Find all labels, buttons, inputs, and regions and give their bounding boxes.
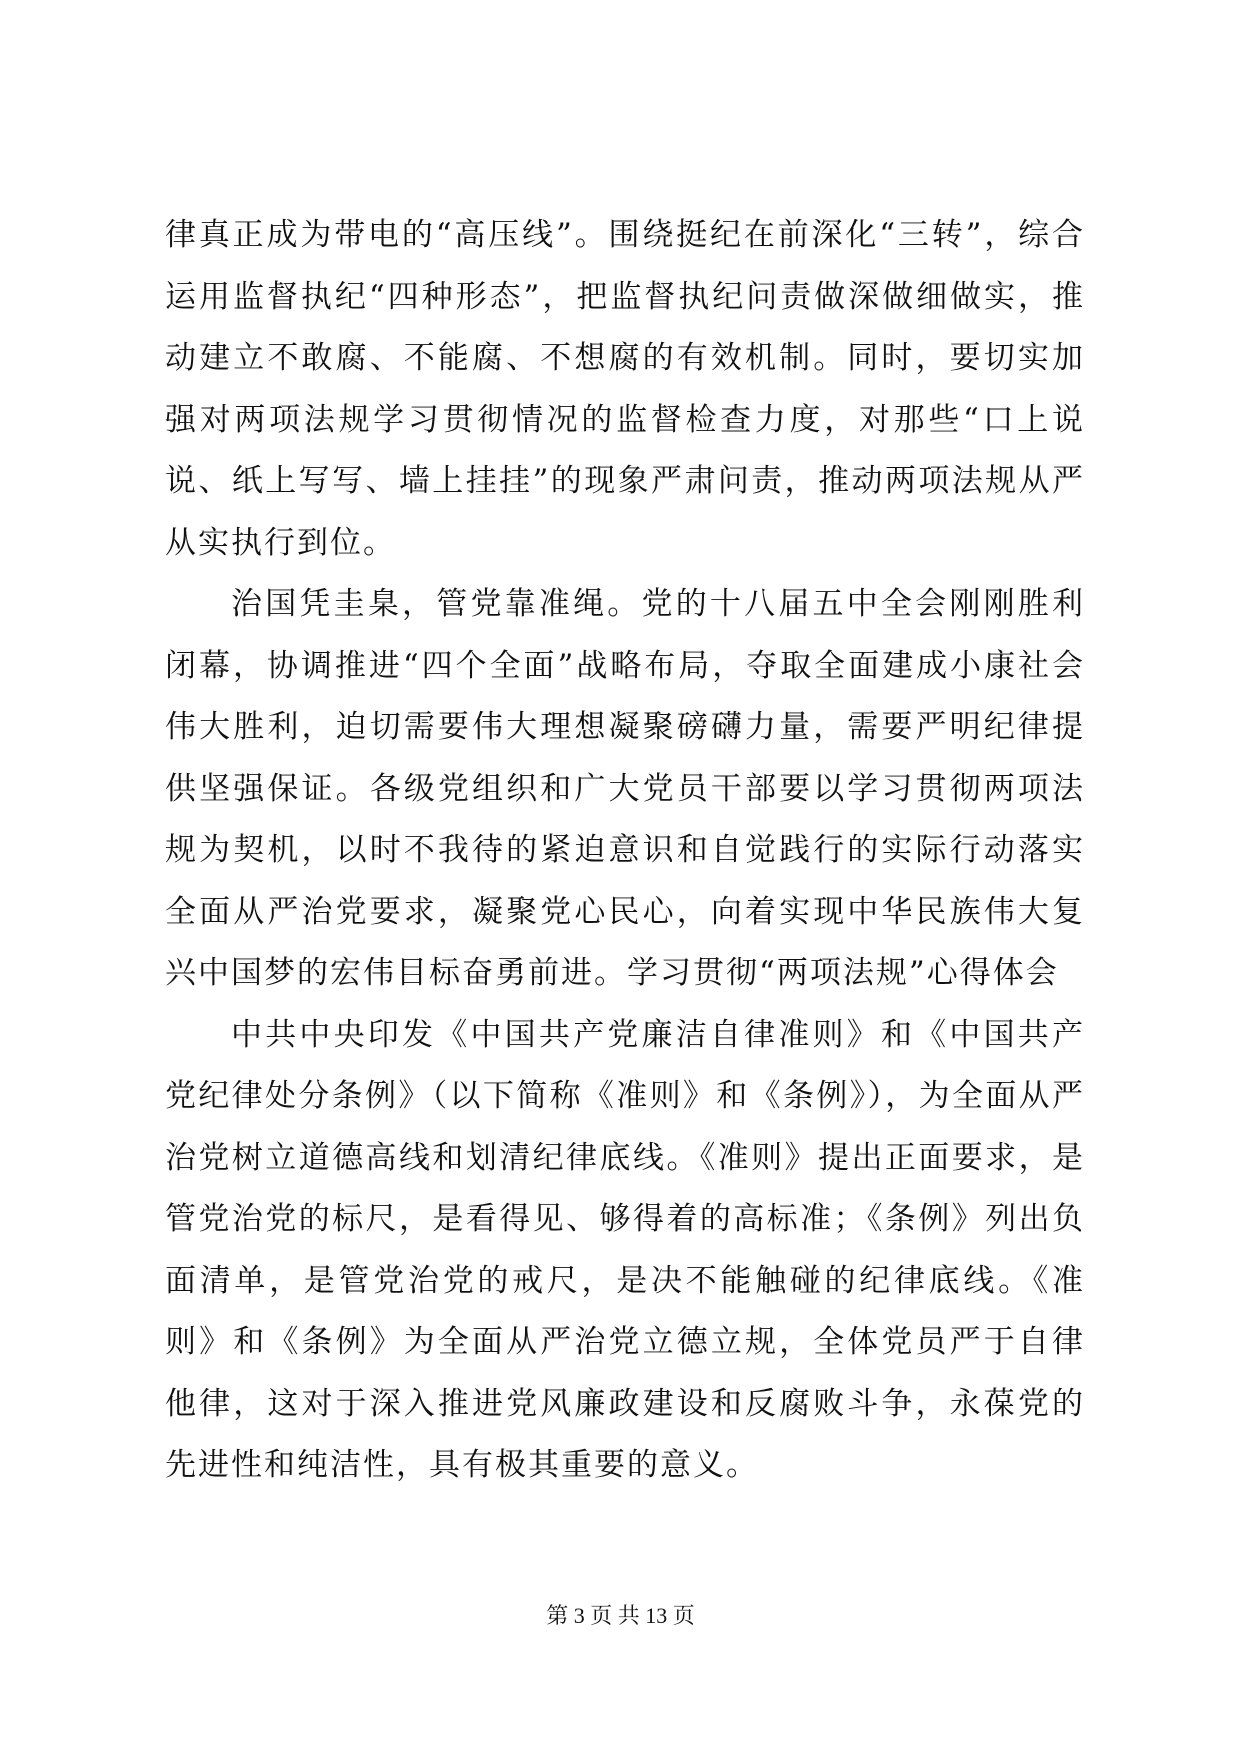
page-number-footer: 第 3 页 共 13 页 bbox=[546, 1603, 695, 1628]
paragraph-2: 治国凭圭臬，管党靠准绳。党的十八届五中全会刚刚胜利闭幕，协调推进“四个全面”战略布局，夺取全面建成小康社会伟大胜利，迫切需要伟大理想凝聚磅礴力量，需要严明纪律提供坚强保证。各级党组织和广大党员干部要以学习贯彻两项法规为契机，以时不我待的紧迫意识和自觉践行的实际行动落实全面从严治党要求，凝聚党心民心，向着实现中华民族伟大复兴中国梦的宏伟目标奋勇前进。学习贯彻“两项法规”心得体会 bbox=[165, 586, 1085, 991]
paragraph-1: 律真正成为带电的“高压线”。围绕挺纪在前深化“三转”，综合运用监督执纪“四种形态”，把监督执纪问责做深做细做实，推动建立不敢腐、不能腐、不想腐的有效机制。同时，要切实加强对两项法规学习贯彻情况的监督检查力度，对那些“口上说说、纸上写写、墙上挂挂”的现象严肃问责，推动两项法规从严从实执行到位。 bbox=[165, 217, 1085, 561]
paragraph-3: 中共中央印发《中国共产党廉洁自律准则》和《中国共产党纪律处分条例》（以下简称《准则》和《条例》），为全面从严治党树立道德高线和划清纪律底线。《准则》提出正面要求，是管党治党的标尺，是看得见、够得着的高标准；《条例》列出负面清单，是管党治党的戒尺，是决不能触碰的纪律底线。《准则》和《条例》为全面从严治党立德立规，全体党员严于自律他律，这对于深入推进党风廉政建设和反腐败斗争，永葆党的先进性和纯洁性，具有极其重要的意义。 bbox=[165, 1016, 1085, 1483]
body-text bbox=[165, 205, 1085, 1497]
